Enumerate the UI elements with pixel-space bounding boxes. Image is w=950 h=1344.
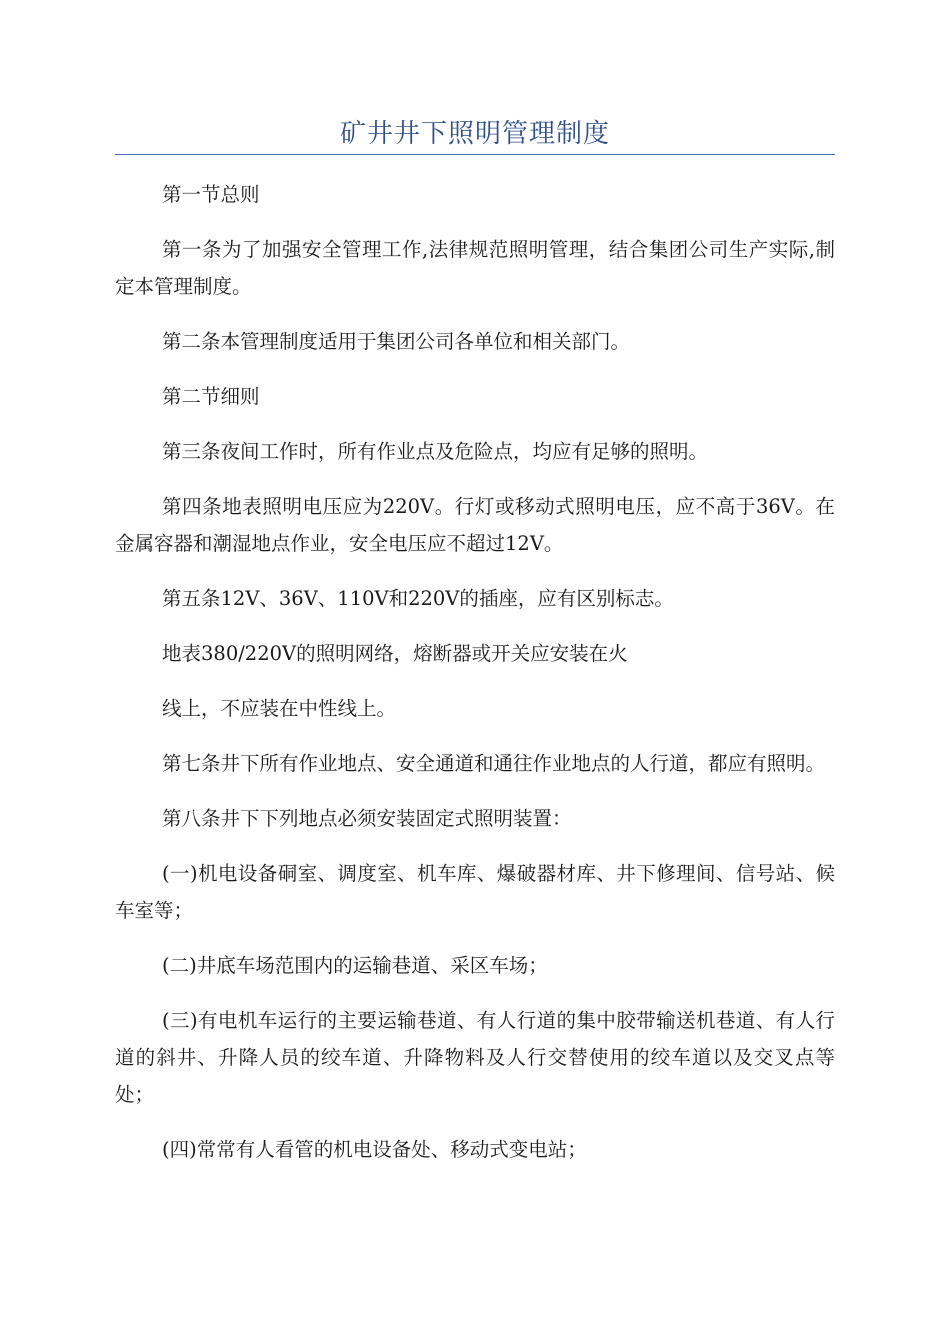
article-6-part-2: 线上，不应装在中性线上。: [162, 697, 397, 720]
article-6-part-1: 地表380/220V的照明网络，熔断器或开关应安装在火: [162, 642, 628, 665]
section-heading-details: 第二节细则: [162, 385, 260, 408]
article-1: 第一条为了加强安全管理工作,法律规范照明管理，结合集团公司生产实际,制定本管理制度。: [115, 238, 835, 298]
document-body: [115, 176, 835, 1186]
title-underline: [115, 154, 835, 155]
article-4: 第四条地表照明电压应为220V。行灯或移动式照明电压，应不高于36V。在金属容器和潮湿地点作业，安全电压应不超过12V。: [115, 495, 835, 555]
article-8: 第八条井下下列地点必须安装固定式照明装置：: [162, 807, 572, 830]
document-title: 矿井井下照明管理制度: [339, 119, 610, 149]
list-item-4: (四)常常有人看管的机电设备处、移动式变电站；: [162, 1138, 587, 1161]
article-3: 第三条夜间工作时，所有作业点及危险点，均应有足够的照明。: [162, 440, 709, 463]
article-2: 第二条本管理制度适用于集团公司各单位和相关部门。: [162, 330, 631, 353]
article-5: 第五条12V、36V、110V和220V的插座，应有区别标志。: [162, 587, 674, 610]
list-item-2: (二)井底车场范围内的运输巷道、采区车场；: [162, 954, 548, 977]
article-7: 第七条井下所有作业地点、安全通道和通往作业地点的人行道，都应有照明。: [162, 752, 826, 775]
section-heading-general: 第一节总则: [162, 183, 260, 206]
list-item-1: (一)机电设备硐室、调度室、机车库、爆破器材库、井下修理间、信号站、候车室等；: [115, 862, 835, 922]
list-item-3: (三)有电机车运行的主要运输巷道、有人行道的集中胶带输送机巷道、有人行道的斜井、升降人员的绞车道、升降物料及人行交替使用的绞车道以及交叉点等处；: [115, 1009, 835, 1106]
